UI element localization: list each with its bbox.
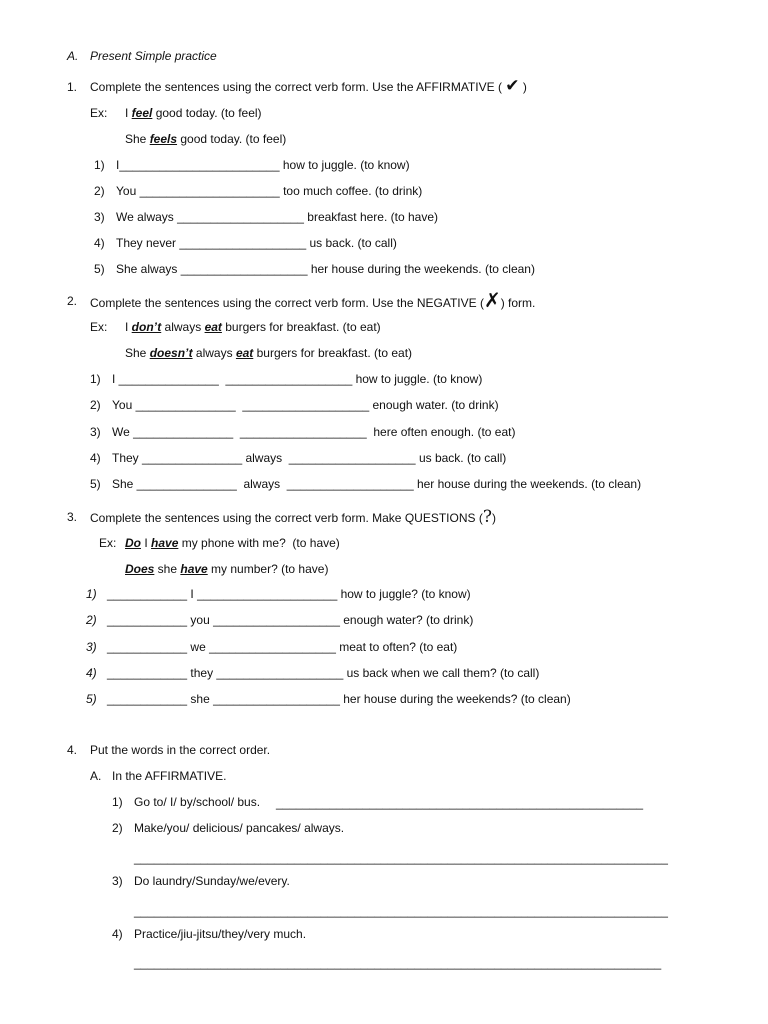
exercise-2-instruction: Complete the sentences using the correct verb form. Use the NEGATIVE (✗) form. bbox=[90, 288, 536, 312]
item-number: 1) bbox=[94, 158, 105, 172]
subsection-marker: A. bbox=[90, 769, 102, 783]
item-number: 2) bbox=[112, 821, 123, 835]
fill-in-item[interactable]: We always ___________________ breakfast here. (to have) bbox=[116, 210, 439, 224]
exercise-1-instruction: Complete the sentences using the correct verb form. Use the AFFIRMATIVE ( ✔ ) bbox=[90, 76, 527, 96]
item-number: 2) bbox=[86, 613, 97, 627]
section-title: Present Simple practice bbox=[90, 49, 217, 63]
item-number: 5) bbox=[94, 262, 105, 276]
fill-in-item[interactable]: You _____________________ too much coffee. (to drink) bbox=[116, 184, 423, 198]
fill-in-item[interactable]: I________________________ how to juggle. (to know) bbox=[116, 158, 410, 172]
item-number: 3) bbox=[86, 640, 97, 654]
fill-in-item[interactable]: She always ___________________ her house during the weekends. (to clean) bbox=[116, 262, 535, 276]
example-sentence: She feels good today. (to feel) bbox=[125, 132, 287, 146]
exercise-1-number: 1. bbox=[67, 80, 78, 94]
item-number: 1) bbox=[112, 795, 123, 809]
word-order-prompt: Go to/ I/ by/school/ bus. bbox=[134, 795, 261, 809]
fill-in-item[interactable]: I _______________ ___________________ how to juggle. (to know) bbox=[112, 372, 483, 386]
answer-line[interactable]: ________________________________________________________________________________ bbox=[134, 851, 668, 865]
fill-in-item[interactable]: ____________ they ___________________ us back when we call them? (to call) bbox=[107, 666, 540, 680]
word-order-prompt: Do laundry/Sunday/we/every. bbox=[134, 874, 290, 888]
answer-line[interactable]: _______________________________________________________________________________ bbox=[134, 956, 662, 970]
fill-in-item[interactable]: We _______________ ___________________ here often enough. (to eat) bbox=[112, 425, 516, 439]
exercise-2-number: 2. bbox=[67, 294, 78, 308]
item-number: 3) bbox=[90, 425, 101, 439]
item-number: 4) bbox=[112, 927, 123, 941]
item-number: 5) bbox=[86, 692, 97, 706]
section-marker: A. bbox=[67, 49, 79, 63]
fill-in-item[interactable]: They never ___________________ us back. (to call) bbox=[116, 236, 397, 250]
checkmark-icon: ✔ bbox=[505, 76, 520, 96]
item-number: 1) bbox=[90, 372, 101, 386]
item-number: 3) bbox=[112, 874, 123, 888]
item-number: 2) bbox=[90, 398, 101, 412]
item-number: 1) bbox=[86, 587, 97, 601]
example-label: Ex: bbox=[90, 106, 108, 120]
exercise-4-number: 4. bbox=[67, 743, 78, 757]
example-sentence: She doesn’t always eat burgers for breakfast. (to eat) bbox=[125, 346, 413, 360]
item-number: 2) bbox=[94, 184, 105, 198]
exercise-4-instruction: Put the words in the correct order. bbox=[90, 743, 271, 757]
item-number: 4) bbox=[90, 451, 101, 465]
item-number: 3) bbox=[94, 210, 105, 224]
exercise-3-number: 3. bbox=[67, 510, 78, 524]
example-sentence: Does she have my number? (to have) bbox=[125, 562, 329, 576]
fill-in-item[interactable]: You _______________ ___________________ enough water. (to drink) bbox=[112, 398, 499, 412]
word-order-prompt: Practice/jiu-jitsu/they/very much. bbox=[134, 927, 307, 941]
example-sentence: I feel good today. (to feel) bbox=[125, 106, 262, 120]
example-sentence: I don’t always eat burgers for breakfast. (to eat) bbox=[125, 320, 381, 334]
example-sentence: Do I have my phone with me? (to have) bbox=[125, 536, 340, 550]
item-number: 4) bbox=[86, 666, 97, 680]
fill-in-item[interactable]: She _______________ always ___________________ her house during the weekends. (to clean) bbox=[112, 477, 642, 491]
item-number: 5) bbox=[90, 477, 101, 491]
subsection-title: In the AFFIRMATIVE. bbox=[112, 769, 227, 783]
answer-line[interactable]: _______________________________________________________ bbox=[276, 796, 644, 810]
fill-in-item[interactable]: ____________ she ___________________ her house during the weekends? (to clean) bbox=[107, 692, 571, 706]
fill-in-item[interactable]: ____________ you ___________________ enough water? (to drink) bbox=[107, 613, 474, 627]
fill-in-item[interactable]: They _______________ always ___________________ us back. (to call) bbox=[112, 451, 507, 465]
question-mark-icon: ? bbox=[482, 507, 492, 527]
answer-line[interactable]: ________________________________________________________________________________ bbox=[134, 904, 668, 918]
cross-icon: ✗ bbox=[483, 288, 501, 312]
example-label: Ex: bbox=[99, 536, 117, 550]
exercise-3-instruction: Complete the sentences using the correct verb form. Make QUESTIONS (?) bbox=[90, 507, 496, 527]
fill-in-item[interactable]: ____________ we ___________________ meat to often? (to eat) bbox=[107, 640, 458, 654]
fill-in-item[interactable]: ____________ I _____________________ how to juggle? (to know) bbox=[107, 587, 471, 601]
item-number: 4) bbox=[94, 236, 105, 250]
word-order-prompt: Make/you/ delicious/ pancakes/ always. bbox=[134, 821, 345, 835]
example-label: Ex: bbox=[90, 320, 108, 334]
